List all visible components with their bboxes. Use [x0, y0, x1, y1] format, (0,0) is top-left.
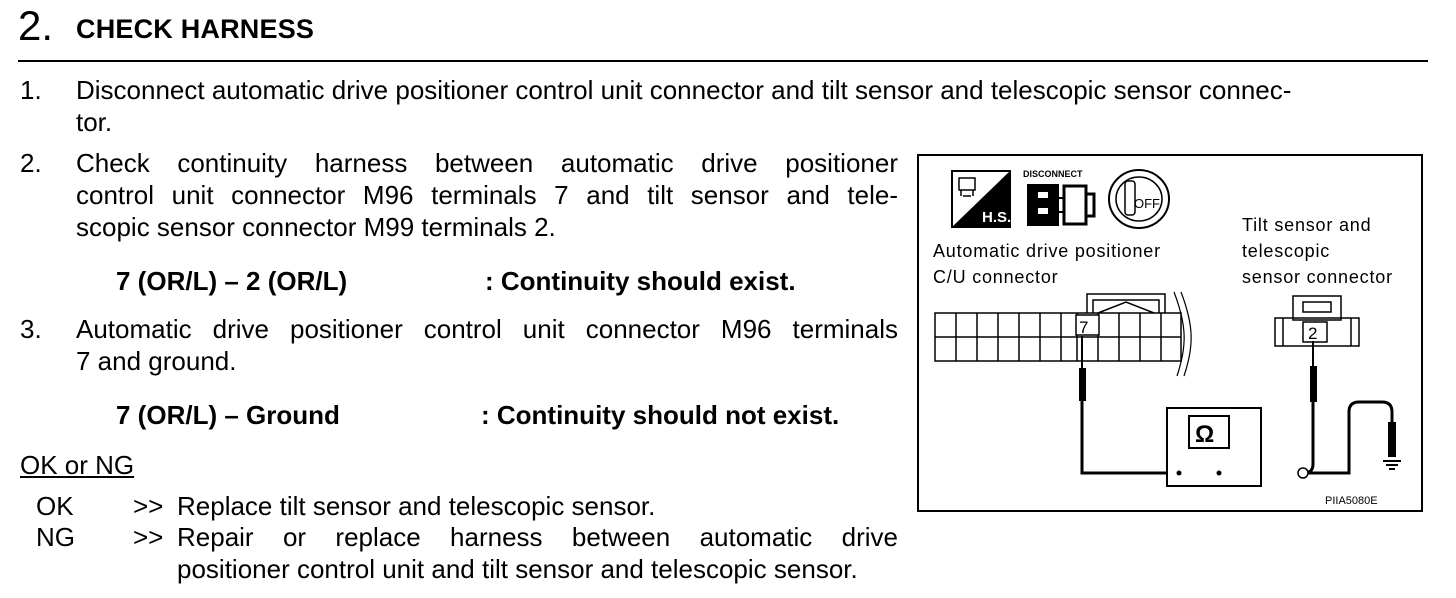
step-3-line-1: Automatic drive positioner control unit connector M96 terminals [76, 314, 898, 344]
right-probe [1310, 341, 1317, 402]
wiring-figure [917, 154, 1423, 512]
check-1-terminals: 7 (OR/L) – 2 (OR/L) [116, 266, 348, 296]
ok-label: OK [36, 491, 74, 521]
left-terminal-number: 7 [1079, 318, 1089, 337]
step-1-line-2: tor. [76, 107, 113, 137]
svg-text:OFF: OFF [1134, 196, 1160, 211]
step-1-line-1: Disconnect automatic drive positioner control unit connector and tilt sensor and telescopic sensor connec- [76, 75, 1292, 105]
left-connector-label-1: Automatic drive positioner [933, 241, 1161, 261]
check-2-terminals: 7 (OR/L) – Ground [116, 400, 340, 430]
splice-point [1298, 468, 1308, 478]
ground-probe [1383, 422, 1401, 469]
ohmmeter [1167, 408, 1261, 486]
ohm-icon: Ω [1195, 421, 1215, 448]
ng-action-line-2: positioner control unit and tilt sensor and telescopic sensor. [177, 554, 858, 584]
ng-arrow: >> [133, 522, 164, 552]
step-3-number: 3. [20, 314, 42, 344]
check-2-result: : Continuity should not exist. [481, 400, 840, 430]
svg-text:H.S.: H.S. [982, 209, 1012, 226]
step-title: CHECK HARNESS [76, 14, 315, 44]
ng-label: NG [36, 522, 75, 552]
decision-heading: OK or NG [20, 450, 135, 480]
disconnect-connector-icon [1023, 169, 1094, 226]
step-2-number: 2. [20, 148, 42, 178]
right-connector-label-3: sensor connector [1242, 267, 1393, 287]
step-2-line-1: Check continuity harness between automatic drive positioner [76, 148, 898, 178]
right-connector-label-1: Tilt sensor and [1242, 215, 1372, 235]
ok-action: Replace tilt sensor and telescopic sensor. [177, 491, 656, 521]
ng-action-line-1: Repair or replace harness between automatic drive [177, 522, 898, 552]
check-1-result: : Continuity should exist. [485, 266, 796, 296]
left-connector-label-2: C/U connector [933, 267, 1059, 287]
harness-service-icon [952, 171, 1011, 227]
left-probe [1079, 336, 1086, 401]
ok-arrow: >> [133, 491, 164, 521]
step-number: 2. [18, 2, 54, 49]
step-2-line-3: scopic sensor connector M99 terminals 2. [76, 212, 556, 242]
step-1-number: 1. [20, 75, 42, 105]
wiring-diagram [919, 156, 1421, 510]
left-connector [935, 292, 1191, 376]
right-terminal-number: 2 [1308, 324, 1318, 343]
right-connector-label-2: telescopic [1242, 241, 1331, 261]
step-3-line-2: 7 and ground. [76, 346, 237, 376]
figure-code: PIIA5080E [1325, 495, 1378, 507]
title-rule [18, 60, 1428, 62]
ignition-off-icon [1109, 170, 1169, 228]
svg-text:DISCONNECT: DISCONNECT [1023, 169, 1083, 179]
step-2-line-2: control unit connector M96 terminals 7 and tilt sensor and tele- [76, 180, 898, 210]
